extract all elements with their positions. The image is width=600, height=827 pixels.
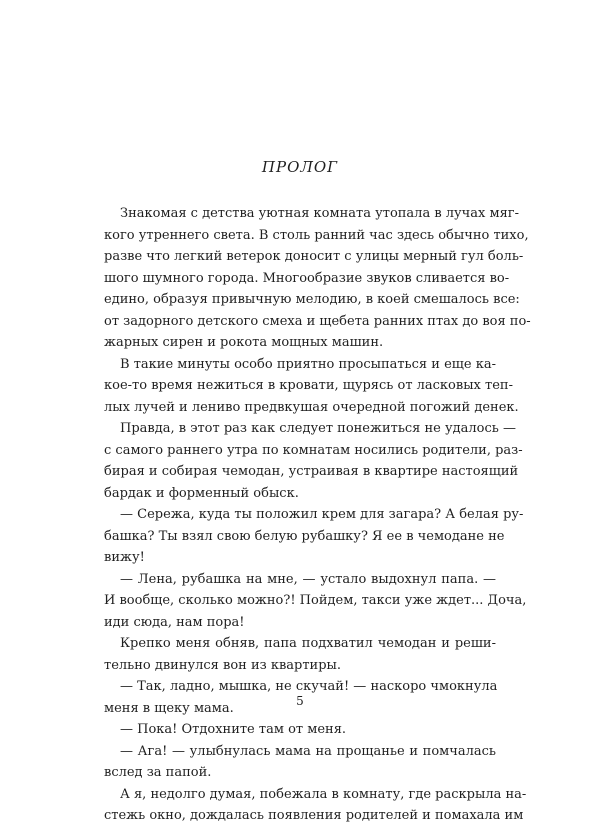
chapter-title: ПРОЛОГ [261, 158, 339, 176]
text-line: лых лучей и лениво предвкушая очередной погожий денек. [104, 399, 519, 415]
text-line: от задорного детского смеха и щебета ранних птах до воя по- [104, 313, 531, 329]
text-line: — Лена, рубашка на мне, — устало выдохнул папа. — [120, 571, 496, 587]
text-line: В такие минуты особо приятно просыпаться и еще ка- [120, 356, 496, 372]
text-line: — Так, ладно, мышка, не скучай! — наскоро чмокнула [120, 679, 498, 694]
text-line: с самого раннего утра по комнатам носились родители, раз- [104, 442, 523, 458]
text-line: И вообще, сколько можно?! Пойдем, такси уже ждет... Доча, [104, 593, 527, 608]
body-text [104, 203, 531, 827]
text-line: разве что легкий ветерок доносит с улицы мерный гул боль- [104, 249, 524, 264]
text-line: бардак и форменный обыск. [104, 485, 299, 501]
text-line: Крепко меня обняв, папа подхватил чемодан и реши- [120, 636, 496, 651]
text-line: кого утреннего света. В столь ранний час здесь обычно тихо, [104, 227, 529, 243]
text-line: иди сюда, нам пора! [104, 614, 245, 630]
text-line: стежь окно, дождалась появления родителей и помахала им [104, 808, 524, 823]
text-line: вслед за папой. [104, 765, 212, 780]
text-line: — Сережа, куда ты положил крем для загара? А белая ру- [120, 507, 524, 522]
text-line: бирая и собирая чемодан, устраивая в квартире настоящий [104, 464, 519, 479]
text-line: башка? Ты взял свою белую рубашку? Я ее в чемодане не [104, 528, 505, 544]
page-number: 5 [296, 694, 304, 708]
text-line: Знакомая с детства уютная комната утопала в лучах мяг- [120, 206, 520, 221]
text-line: А я, недолго думая, побежала в комнату, где раскрыла на- [120, 786, 527, 802]
text-line: вижу! [104, 550, 145, 565]
text-line: — Ага! — улыбнулась мама на прощанье и помчалась [120, 743, 496, 759]
text-line: — Пока! Отдохните там от меня. [120, 722, 347, 737]
text-line: Правда, в этот раз как следует понежиться не удалось — [120, 421, 516, 436]
text-line: кое-то время нежиться в кровати, щурясь от ласковых теп- [104, 378, 513, 393]
text-line: шого шумного города. Многообразие звуков сливается во- [104, 270, 510, 286]
text-line: едино, образуя привычную мелодию, в коей смешалось все: [104, 292, 520, 307]
text-line: тельно двинулся вон из квартиры. [104, 657, 342, 673]
text-line: жарных сирен и рокота мощных машин. [104, 335, 384, 350]
text-line: меня в щеку мама. [104, 700, 234, 716]
